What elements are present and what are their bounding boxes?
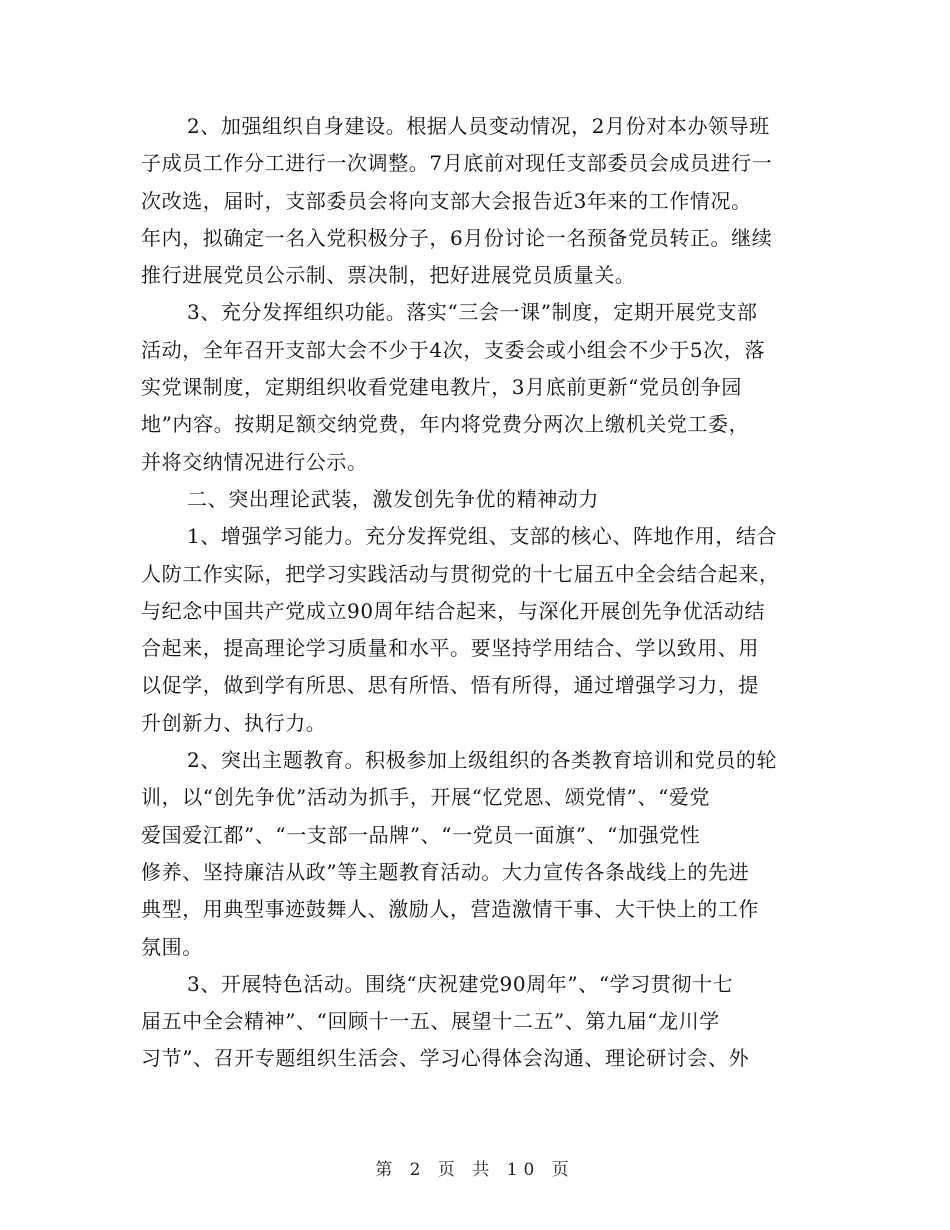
- paragraph-study-ability: [141, 518, 811, 742]
- text-line: 训，以“创先争优”活动为抓手，开展“忆党恩、颂党情”、“爱党: [141, 785, 711, 810]
- text-line: 实党课制度，定期组织收看党建电教片，3月底前更新“党员创争园: [141, 375, 742, 400]
- paragraph-org-function: [141, 294, 811, 480]
- text-line: 3、充分发挥组织功能。落实“三会一课”制度，定期开展党支部: [187, 300, 758, 325]
- paragraph-org-building: [141, 108, 811, 294]
- text-line: 人防工作实际，把学习实践活动与贯彻党的十七届五中全会结合起来，: [141, 561, 780, 586]
- text-line: 活动，全年召开支部大会不少于4次，支委会或小组会不少于5次，落: [141, 337, 766, 362]
- text-line: 并将交纳情况进行公示。: [141, 449, 368, 474]
- text-line: 爱国爱江都”、“一支部一品牌”、“一党员一面旗”、“加强党性: [141, 822, 701, 847]
- text-line: 升创新力、执行力。: [141, 710, 327, 735]
- paragraph-theme-education: [141, 742, 811, 966]
- page-number-footer: 第 2 页 共 10 页: [375, 1160, 575, 1180]
- text-line: 年内，拟确定一名入党积极分子，6月份讨论一名预备党员转正。继续: [141, 225, 773, 250]
- text-line: 氛围。: [141, 934, 203, 959]
- text-line: 地”内容。按期足额交纳党费，年内将党费分两次上缴机关党工委，: [141, 412, 750, 437]
- text-line: 3、开展特色活动。围绕“庆祝建党90周年”、“学习贯彻十七: [187, 971, 734, 996]
- text-line: 以促学，做到学有所思、思有所悟、悟有所得，通过增强学习力，提: [141, 673, 759, 698]
- text-line: 2、加强组织自身建设。根据人员变动情况，2月份对本办领导班: [187, 114, 770, 138]
- section-heading: [141, 481, 811, 518]
- text-line: 典型，用典型事迹鼓舞人、激励人，营造激情干事、大干快上的工作: [141, 897, 759, 922]
- text-line: 习节”、召开专题组织生活会、学习心得体会沟通、理论研讨会、外: [141, 1046, 750, 1071]
- document-body: [141, 108, 811, 1078]
- heading-line: 二、突出理论武装，激发创先争优的精神动力: [187, 486, 599, 511]
- text-line: 合起来，提高理论学习质量和水平。要坚持学用结合、学以致用、用: [141, 636, 759, 661]
- text-line: 子成员工作分工进行一次调整。7月底前对现任支部委员会成员进行一: [141, 151, 773, 176]
- paragraph-special-activities: [141, 966, 811, 1078]
- text-line: 次改选，届时，支部委员会将向支部大会报告近3年来的工作情况。: [141, 188, 752, 213]
- text-line: 2、突出主题教育。积极参加上级组织的各类教育培训和党员的轮: [187, 748, 778, 773]
- text-line: 修养、坚持廉洁从政”等主题教育活动。大力宣传各条战线上的先进: [141, 859, 750, 884]
- text-line: 1、增强学习能力。充分发挥党组、支部的核心、阵地作用，结合: [187, 524, 778, 549]
- text-line: 届五中全会精神”、“回顾十一五、展望十二五”、第九届“龙川学: [141, 1009, 720, 1034]
- text-line: 推行进展党员公示制、票决制，把好进展党员质量关。: [141, 263, 636, 288]
- text-line: 与纪念中国共产党成立90周年结合起来，与深化开展创先争优活动结: [141, 598, 766, 623]
